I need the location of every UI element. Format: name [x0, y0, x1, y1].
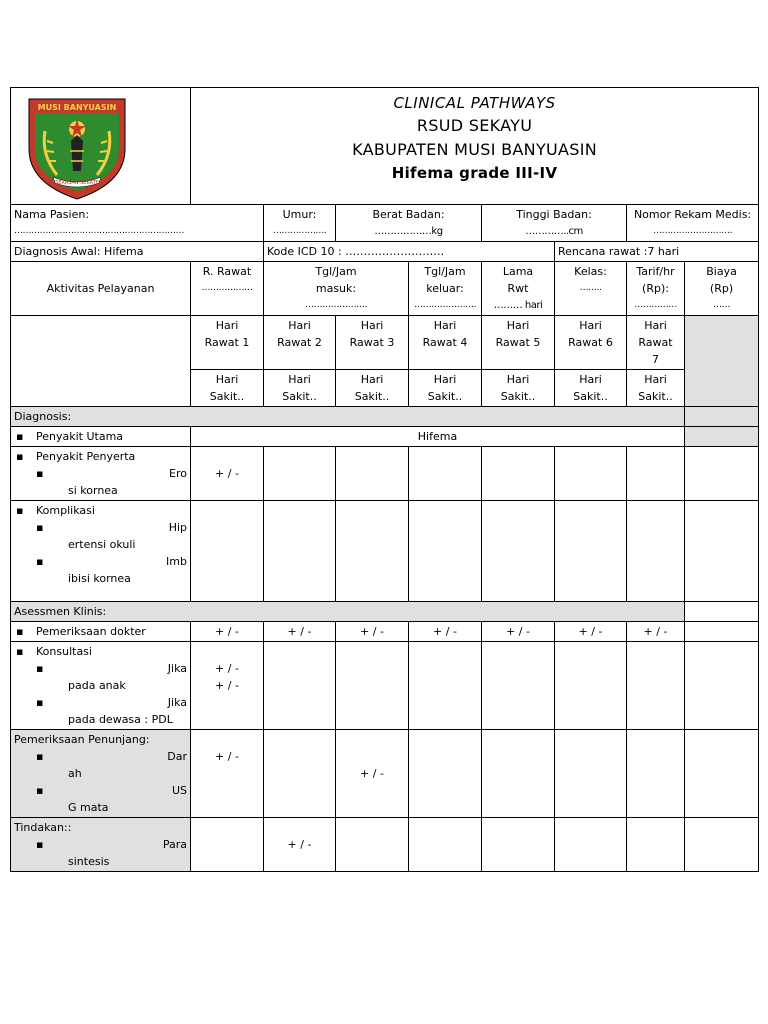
penyerta-day-4[interactable]: [409, 447, 482, 501]
penyakit-utama-value: Hifema: [191, 427, 685, 447]
dokter-day-2[interactable]: + / -: [264, 622, 336, 642]
penyerta-day-1[interactable]: + / -: [191, 447, 264, 501]
berat-label: Berat Badan:: [372, 208, 445, 221]
tgl-masuk-value: ………………….: [305, 300, 367, 310]
komplikasi-day-1[interactable]: [191, 501, 264, 602]
hari-rawat-5: Hari Rawat 5: [482, 316, 555, 370]
diagnosis-heading: Diagnosis:: [11, 407, 685, 427]
komplikasi-cell: ▪ Komplikasi ▪ Hip ertensi okuli ▪ Imb ibisi kornea: [11, 501, 191, 602]
komplikasi-biaya: [685, 501, 759, 602]
berat-value: ………………kg: [374, 226, 443, 237]
penyerta-day-6[interactable]: [555, 447, 627, 501]
tindakan-day-6[interactable]: [555, 818, 627, 872]
rekam-medis-value: ……………………….: [653, 226, 732, 236]
konsultasi-day-7[interactable]: [627, 642, 685, 730]
hari-sakit-3: Hari Sakit..: [336, 370, 409, 407]
biaya-label: Biaya: [706, 265, 737, 278]
biaya-gray-cell: [685, 316, 759, 407]
tindakan-day-7[interactable]: [627, 818, 685, 872]
diagnosis-heading-end: [685, 407, 759, 427]
rekam-medis-label: Nomor Rekam Medis:: [633, 208, 752, 221]
tinggi-value: …………..cm: [525, 226, 583, 237]
nama-pasien-value: ……………………………………………………: [14, 226, 184, 236]
hari-sakit-5: Hari Sakit..: [482, 370, 555, 407]
hari-rawat-7: Hari Rawat 7: [627, 316, 685, 370]
r-rawat-value: ………………: [201, 283, 253, 293]
komplikasi-day-4[interactable]: [409, 501, 482, 602]
aktivitas-pelayanan-header: Aktivitas Pelayanan: [11, 262, 191, 316]
logo-motto: SERASAN SEKATE: [55, 180, 99, 186]
hari-rawat-1: Hari Rawat 1: [191, 316, 264, 370]
tgl-masuk-label: Tgl/Jam: [315, 265, 357, 278]
komplikasi-day-5[interactable]: [482, 501, 555, 602]
penunjang-day-6[interactable]: [555, 730, 627, 818]
hari-sakit-6: Hari Sakit..: [555, 370, 627, 407]
biaya-label-2: (Rp): [709, 282, 734, 295]
dokter-day-1[interactable]: + / -: [191, 622, 264, 642]
tindakan-day-2[interactable]: + / -: [264, 818, 336, 872]
komplikasi-day-2[interactable]: [264, 501, 336, 602]
penunjang-heading: Pemeriksaan Penunjang:: [14, 733, 150, 746]
hari-sakit-7: Hari Sakit..: [627, 370, 685, 407]
diagnosis-title: Hifema grade III-IV: [391, 164, 558, 182]
dokter-day-7[interactable]: + / -: [627, 622, 685, 642]
tarif-value: ……………: [634, 300, 677, 310]
nama-pasien-cell[interactable]: [11, 205, 264, 242]
penyerta-day-5[interactable]: [482, 447, 555, 501]
penyerta-day-2[interactable]: [264, 447, 336, 501]
r-rawat-header[interactable]: [191, 262, 264, 316]
tindakan-day-4[interactable]: [409, 818, 482, 872]
umur-cell[interactable]: [264, 205, 336, 242]
tinggi-label: Tinggi Badan:: [516, 208, 592, 221]
hari-sakit-4: Hari Sakit..: [409, 370, 482, 407]
title-block: [191, 88, 759, 205]
hari-sakit-1: Hari Sakit..: [191, 370, 264, 407]
tarif-header[interactable]: [627, 262, 685, 316]
kelas-header[interactable]: [555, 262, 627, 316]
konsultasi-day-4[interactable]: [409, 642, 482, 730]
utama-gray: [685, 427, 759, 447]
tarif-label-2: (Rp):: [642, 282, 669, 295]
hari-sakit-2: Hari Sakit..: [264, 370, 336, 407]
berat-cell[interactable]: [336, 205, 482, 242]
konsultasi-cell: ▪ Konsultasi ▪ Jika pada anak ▪ Jika pada dewasa : PDL: [11, 642, 191, 730]
tgl-keluar-value: ………………….: [414, 300, 476, 310]
kode-icd[interactable]: Kode ICD 10 : ………………………: [264, 242, 555, 262]
konsultasi-biaya: [685, 642, 759, 730]
blank-left-cell: [11, 316, 191, 407]
penunjang-day-5[interactable]: [482, 730, 555, 818]
kelas-label: Kelas:: [574, 265, 607, 278]
tindakan-day-5[interactable]: [482, 818, 555, 872]
konsultasi-day-6[interactable]: [555, 642, 627, 730]
form-title: CLINICAL PATHWAYS: [393, 94, 556, 112]
nama-pasien-label: Nama Pasien:: [14, 208, 90, 221]
tgl-keluar-label-2: keluar:: [426, 282, 464, 295]
rekam-medis-cell[interactable]: [627, 205, 759, 242]
pemeriksaan-dokter-label: ▪ Pemeriksaan dokter: [11, 622, 191, 642]
lama-value: ……… hari: [493, 300, 543, 311]
penyerta-day-7[interactable]: [627, 447, 685, 501]
lama-label-2: Rwt: [507, 282, 529, 295]
tindakan-day-3[interactable]: [336, 818, 409, 872]
penyakit-penyerta-cell: ▪ Penyakit Penyerta ▪ Ero si kornea: [11, 447, 191, 501]
dokter-day-3[interactable]: + / -: [336, 622, 409, 642]
lama-rawat-header[interactable]: [482, 262, 555, 316]
penyerta-day-3[interactable]: [336, 447, 409, 501]
penunjang-day-2[interactable]: [264, 730, 336, 818]
konsultasi-day-2[interactable]: [264, 642, 336, 730]
hari-rawat-4: Hari Rawat 4: [409, 316, 482, 370]
komplikasi-day-3[interactable]: [336, 501, 409, 602]
rencana-rawat: Rencana rawat :7 hari: [555, 242, 759, 262]
tgl-masuk-header[interactable]: [264, 262, 409, 316]
logo-cell: [11, 88, 191, 205]
lama-label: Lama: [502, 265, 534, 278]
dokter-biaya: [685, 622, 759, 642]
umur-value: ……………….: [272, 226, 327, 236]
dokter-day-5[interactable]: + / -: [482, 622, 555, 642]
dokter-day-4[interactable]: + / -: [409, 622, 482, 642]
regency-name: KABUPATEN MUSI BANYUASIN: [352, 140, 598, 159]
tindakan-heading: Tindakan::: [14, 821, 72, 834]
tgl-masuk-label-2: masuk:: [315, 282, 357, 295]
penunjang-day-4[interactable]: [409, 730, 482, 818]
kelas-value: ……..: [579, 283, 602, 293]
logo-text: MUSI BANYUASIN: [37, 103, 117, 112]
konsultasi-day-1[interactable]: + / - + / -: [191, 642, 264, 730]
musi-banyuasin-emblem: [23, 91, 131, 201]
hari-rawat-6: Hari Rawat 6: [555, 316, 627, 370]
hospital-name: RSUD SEKAYU: [416, 116, 533, 135]
penyakit-utama-label: ▪ Penyakit Utama: [11, 427, 191, 447]
tarif-label: Tarif/hr: [636, 265, 675, 278]
umur-label: Umur:: [282, 208, 317, 221]
hari-rawat-2: Hari Rawat 2: [264, 316, 336, 370]
komplikasi-day-6[interactable]: [555, 501, 627, 602]
penunjang-day-7[interactable]: [627, 730, 685, 818]
clinical-pathway-form: [10, 87, 759, 872]
tindakan-cell: Tindakan:: ▪ Para sintesis: [11, 818, 191, 872]
biaya-value: ……: [713, 300, 731, 310]
asesmen-heading-end: [685, 602, 759, 622]
penyerta-biaya: [685, 447, 759, 501]
tgl-keluar-header[interactable]: [409, 262, 482, 316]
komplikasi-day-7[interactable]: [627, 501, 685, 602]
diagnosis-awal: Diagnosis Awal: Hifema: [11, 242, 264, 262]
r-rawat-label: R. Rawat: [202, 265, 252, 278]
penunjang-cell: Pemeriksaan Penunjang: ▪ Dar ah ▪ US G mata: [11, 730, 191, 818]
penunjang-day-1[interactable]: + / -: [191, 730, 264, 818]
penunjang-day-3[interactable]: + / -: [336, 730, 409, 818]
dokter-day-6[interactable]: + / -: [555, 622, 627, 642]
tindakan-day-1[interactable]: [191, 818, 264, 872]
penunjang-biaya: [685, 730, 759, 818]
tindakan-biaya: [685, 818, 759, 872]
konsultasi-day-3[interactable]: [336, 642, 409, 730]
tgl-keluar-label: Tgl/Jam: [424, 265, 466, 278]
tinggi-cell[interactable]: [482, 205, 627, 242]
biaya-header[interactable]: [685, 262, 759, 316]
konsultasi-day-5[interactable]: [482, 642, 555, 730]
asesmen-heading: Asessmen Klinis:: [11, 602, 685, 622]
hari-rawat-3: Hari Rawat 3: [336, 316, 409, 370]
